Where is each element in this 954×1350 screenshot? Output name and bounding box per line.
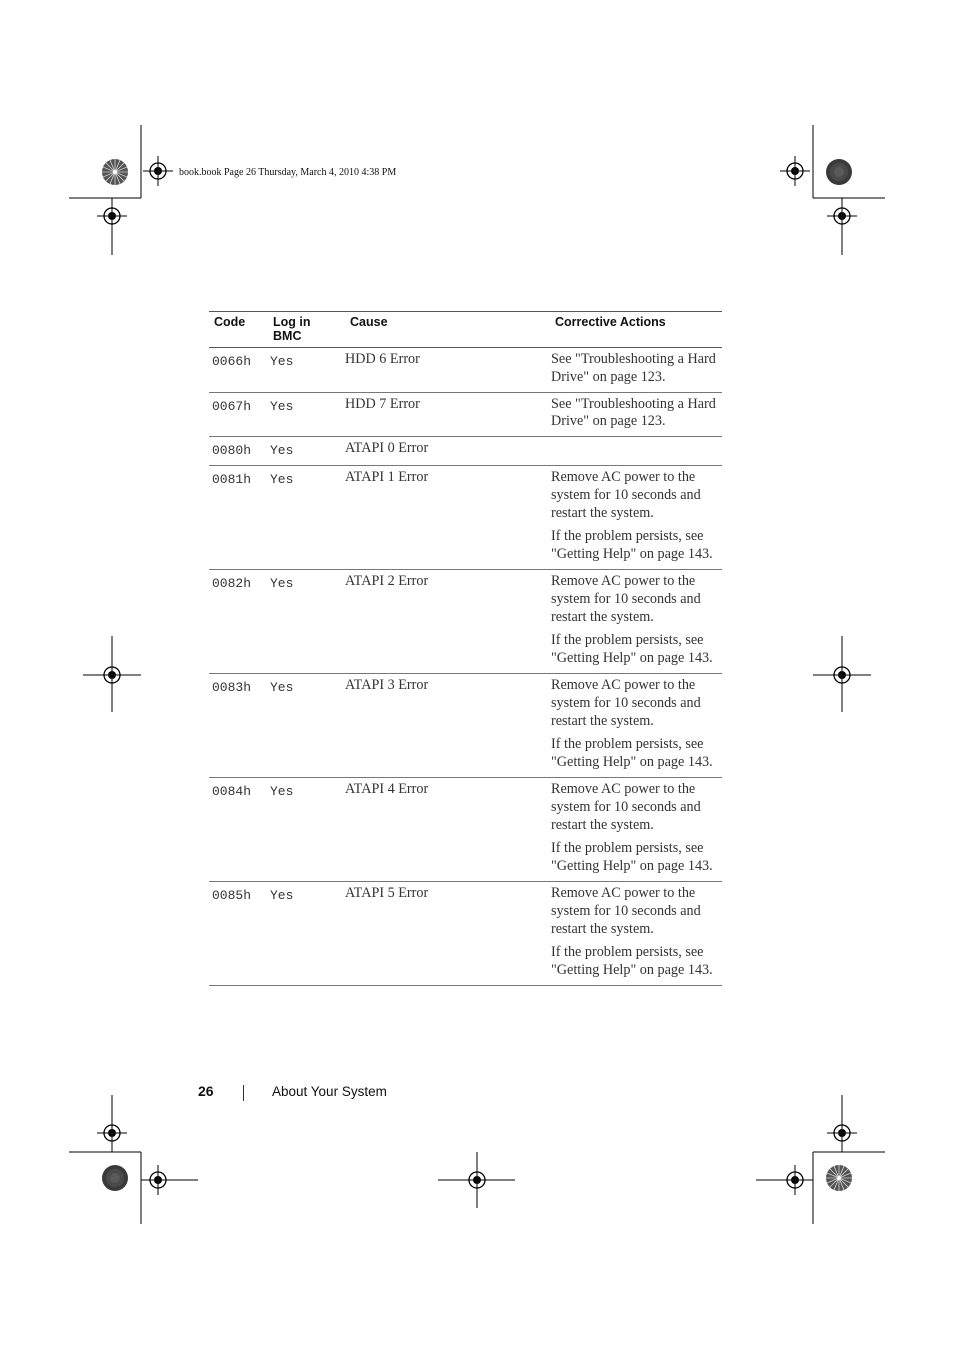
- log-cell: Yes: [268, 673, 345, 777]
- log-cell: Yes: [268, 392, 345, 437]
- action-text: Remove AC power to the system for 10 seconds and restart the system.: [551, 468, 701, 521]
- log-cell: Yes: [268, 569, 345, 673]
- cause-cell: ATAPI 1 Error: [345, 465, 550, 569]
- action-text: Remove AC power to the system for 10 seconds and restart the system.: [551, 884, 701, 937]
- column-header-log-in-bmc: Log in BMC: [268, 312, 345, 348]
- action-text: See "Troubleshooting a Hard Drive" on page 123.: [551, 395, 716, 430]
- action-text: If the problem persists, see "Getting Help" on page 143.: [551, 944, 713, 979]
- table-row: [209, 348, 722, 393]
- code-cell: 0080h: [209, 437, 268, 466]
- code-cell: 0081h: [209, 465, 268, 569]
- log-cell: Yes: [268, 777, 345, 881]
- actions-cell: [550, 348, 722, 393]
- table-row: [209, 437, 722, 466]
- cause-cell: ATAPI 4 Error: [345, 777, 550, 881]
- actions-cell: [550, 392, 722, 437]
- action-text: If the problem persists, see "Getting Help" on page 143.: [551, 528, 713, 563]
- cause-cell: ATAPI 0 Error: [345, 437, 550, 466]
- code-cell: 0085h: [209, 881, 268, 985]
- table-header-row: [209, 312, 722, 348]
- cause-cell: HDD 6 Error: [345, 348, 550, 393]
- table-row: [209, 673, 722, 777]
- print-header-info: book.book Page 26 Thursday, March 4, 2010 4:38 PM: [179, 167, 397, 178]
- cause-cell: ATAPI 3 Error: [345, 673, 550, 777]
- log-cell: Yes: [268, 465, 345, 569]
- action-text: If the problem persists, see "Getting Help" on page 143.: [551, 840, 713, 875]
- code-cell: 0083h: [209, 673, 268, 777]
- actions-cell: [550, 881, 722, 985]
- log-cell: Yes: [268, 881, 345, 985]
- actions-cell: [550, 437, 722, 466]
- actions-cell: [550, 569, 722, 673]
- table-row: [209, 465, 722, 569]
- table-row: [209, 881, 722, 985]
- section-title: About Your System: [272, 1084, 387, 1099]
- action-text: Remove AC power to the system for 10 seconds and restart the system.: [551, 572, 701, 625]
- actions-cell: [550, 777, 722, 881]
- code-cell: 0082h: [209, 569, 268, 673]
- column-header-code: Code: [209, 312, 268, 348]
- error-code-table: [209, 311, 722, 986]
- log-cell: Yes: [268, 437, 345, 466]
- action-text: Remove AC power to the system for 10 seconds and restart the system.: [551, 676, 701, 729]
- table-row: [209, 777, 722, 881]
- log-cell: Yes: [268, 348, 345, 393]
- page-number: 26: [198, 1083, 214, 1099]
- code-cell: 0084h: [209, 777, 268, 881]
- cause-cell: HDD 7 Error: [345, 392, 550, 437]
- actions-cell: [550, 673, 722, 777]
- column-header-cause: Cause: [345, 312, 550, 348]
- table-row: [209, 569, 722, 673]
- action-text: Remove AC power to the system for 10 seconds and restart the system.: [551, 780, 701, 833]
- action-text: If the problem persists, see "Getting Help" on page 143.: [551, 736, 713, 771]
- actions-cell: [550, 465, 722, 569]
- action-text: See "Troubleshooting a Hard Drive" on page 123.: [551, 351, 716, 385]
- action-text: If the problem persists, see "Getting Help" on page 143.: [551, 632, 713, 667]
- cause-cell: ATAPI 5 Error: [345, 881, 550, 985]
- cause-cell: ATAPI 2 Error: [345, 569, 550, 673]
- column-header-corrective-actions: Corrective Actions: [550, 312, 722, 348]
- table-row: [209, 392, 722, 437]
- code-cell: 0067h: [209, 392, 268, 437]
- code-cell: 0066h: [209, 348, 268, 393]
- footer-divider: [243, 1085, 244, 1101]
